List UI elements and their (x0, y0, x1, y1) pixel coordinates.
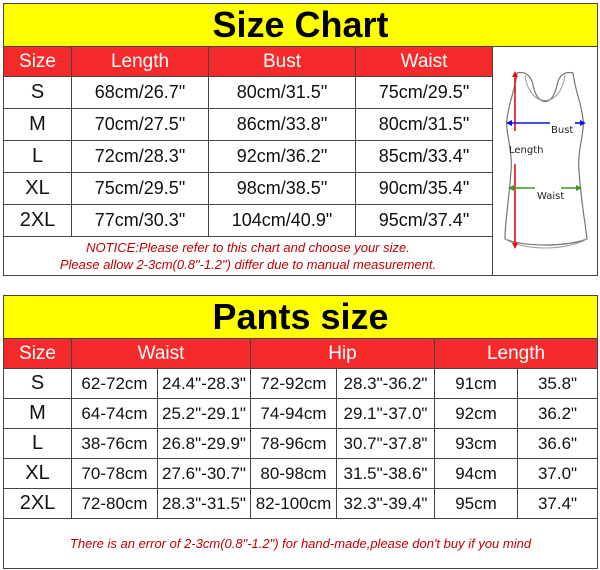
length-cell: 75cm/29.5" (72, 173, 209, 205)
hip-cm-cell: 78-96cm (251, 429, 337, 459)
hip-in-cell: 32.3"-39.4" (337, 489, 435, 519)
header-waist: Waist (356, 47, 493, 77)
table-row (4, 429, 598, 459)
size-cell: L (4, 429, 72, 459)
waist-cell: 75cm/29.5" (356, 77, 493, 109)
size-cell: XL (4, 173, 72, 205)
pants-size-title: Pants size (4, 296, 598, 339)
length-in-cell: 37.0" (518, 459, 598, 489)
hip-cm-cell: 80-98cm (251, 459, 337, 489)
length-cm-cell: 92cm (435, 399, 518, 429)
waist-in-cell: 27.6"-30.7" (158, 459, 251, 489)
waist-cm-cell: 62-72cm (72, 369, 158, 399)
table-row (4, 399, 598, 429)
notice-line-1: NOTICE:Please refer to this chart and choose your size. (86, 240, 410, 255)
tank-top-measurement-icon (495, 61, 595, 261)
table-row (4, 459, 598, 489)
header-size: Size (4, 339, 72, 369)
bust-cell: 104cm/40.9" (209, 205, 356, 237)
length-label: Length (509, 145, 544, 156)
size-chart-notice (4, 237, 493, 276)
hip-in-cell: 30.7"-37.8" (337, 429, 435, 459)
waist-in-cell: 26.8"-29.9" (158, 429, 251, 459)
table-row (4, 369, 598, 399)
size-cell: M (4, 109, 72, 141)
hip-in-cell: 31.5"-38.6" (337, 459, 435, 489)
notice-line-2: Please allow 2-3cm(0.8"-1.2") differ due to manual measurement. (59, 257, 437, 272)
bust-cell: 86cm/33.8" (209, 109, 356, 141)
waist-cell: 85cm/33.4" (356, 141, 493, 173)
header-length: Length (435, 339, 598, 369)
hip-cm-cell: 72-92cm (251, 369, 337, 399)
size-cell: L (4, 141, 72, 173)
length-cell: 70cm/27.5" (72, 109, 209, 141)
waist-cell: 90cm/35.4" (356, 173, 493, 205)
waist-label: Waist (537, 191, 565, 202)
length-cm-cell: 95cm (435, 489, 518, 519)
length-in-cell: 36.2" (518, 399, 598, 429)
length-cm-cell: 94cm (435, 459, 518, 489)
length-cm-cell: 93cm (435, 429, 518, 459)
header-size: Size (4, 47, 72, 77)
length-in-cell: 36.6" (518, 429, 598, 459)
waist-cm-cell: 38-76cm (72, 429, 158, 459)
hip-cm-cell: 74-94cm (251, 399, 337, 429)
size-cell: XL (4, 459, 72, 489)
bust-label: Bust (551, 125, 574, 136)
waist-cell: 80cm/31.5" (356, 109, 493, 141)
waist-cm-cell: 64-74cm (72, 399, 158, 429)
pants-size-table (3, 295, 598, 569)
bust-cell: 80cm/31.5" (209, 77, 356, 109)
waist-in-cell: 24.4"-28.3" (158, 369, 251, 399)
length-cell: 77cm/30.3" (72, 205, 209, 237)
size-chart-table (3, 3, 598, 276)
waist-cell: 95cm/37.4" (356, 205, 493, 237)
size-cell: S (4, 369, 72, 399)
hip-in-cell: 28.3"-36.2" (337, 369, 435, 399)
bust-cell: 98cm/38.5" (209, 173, 356, 205)
hip-in-cell: 29.1"-37.0" (337, 399, 435, 429)
waist-in-cell: 25.2"-29.1" (158, 399, 251, 429)
hip-cm-cell: 82-100cm (251, 489, 337, 519)
size-cell: M (4, 399, 72, 429)
waist-cm-cell: 70-78cm (72, 459, 158, 489)
length-cm-cell: 91cm (435, 369, 518, 399)
size-chart-title: Size Chart (4, 4, 598, 47)
tank-top-diagram (493, 47, 598, 276)
size-cell: S (4, 77, 72, 109)
header-hip: Hip (251, 339, 435, 369)
header-bust: Bust (209, 47, 356, 77)
header-length: Length (72, 47, 209, 77)
waist-in-cell: 28.3"-31.5" (158, 489, 251, 519)
waist-cm-cell: 72-80cm (72, 489, 158, 519)
length-in-cell: 35.8" (518, 369, 598, 399)
table-row (4, 489, 598, 519)
size-cell: 2XL (4, 205, 72, 237)
length-in-cell: 37.4" (518, 489, 598, 519)
header-waist: Waist (72, 339, 251, 369)
bust-cell: 92cm/36.2" (209, 141, 356, 173)
length-cell: 68cm/26.7" (72, 77, 209, 109)
pants-notice: There is an error of 2-3cm(0.8"-1.2") for hand-made,please don't buy if you mind (4, 519, 598, 569)
length-cell: 72cm/28.3" (72, 141, 209, 173)
size-cell: 2XL (4, 489, 72, 519)
